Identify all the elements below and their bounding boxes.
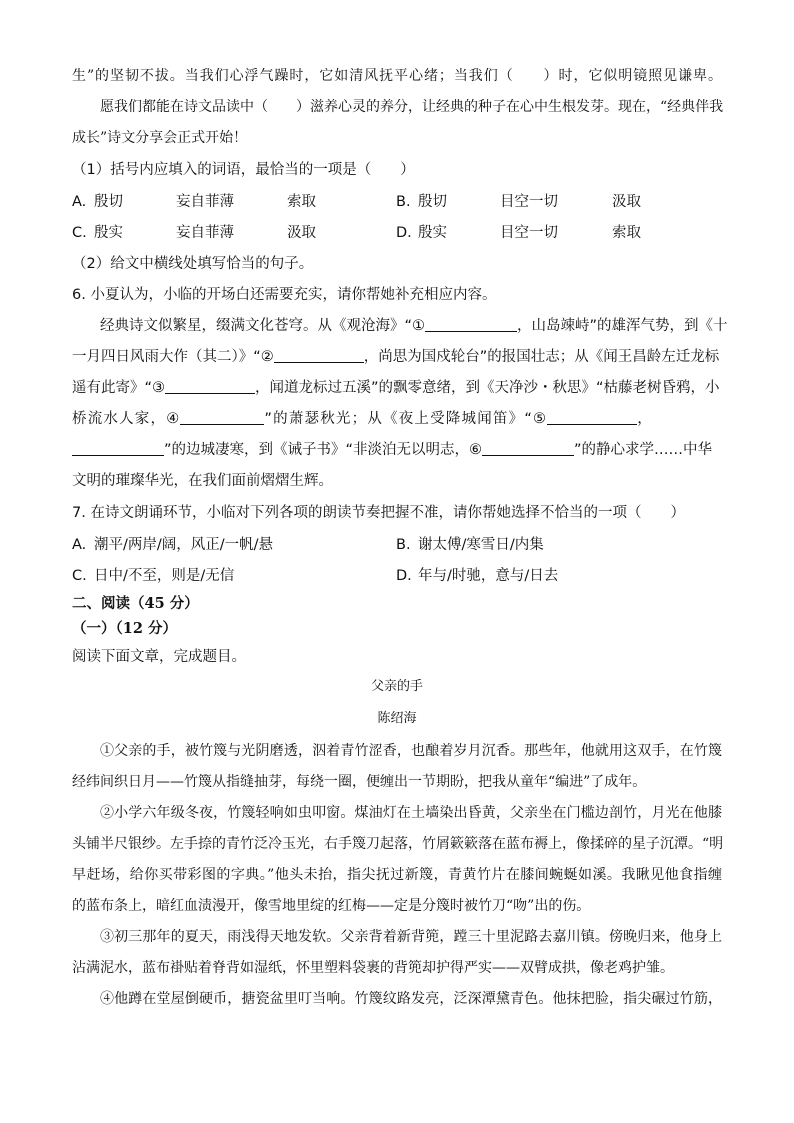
option-b-word-3: 汲取 [612,194,641,210]
article-line: ③初三那年的夏天，雨浅得天地发软。父亲背着新背篼，蹚三十里泥路去嘉川镇。傍晚归来，他身上 [100,929,722,945]
q6-text: ，闻道龙标过五溪”的飘零意绪，到《天净沙・秋思》“枯藤老树昏鸦，小 [255,380,720,396]
article-author: 陈绍海 [377,711,417,726]
question-7: 7. 在诗文朗诵环节，小临对下列各项的朗读节奏把握不准，请你帮她选择不恰当的一项（ ） [72,505,685,521]
q6-text: 一月四日风雨大作（其二）》“② [72,349,274,365]
question-5-2: （2）给文中横线处填写恰当的句子。 [72,256,314,272]
option-c-word-3: 汲取 [287,225,316,241]
option-c-word-1: 殷实 [94,225,123,241]
option-d-word-2: 目空一切 [500,225,558,241]
q7-option-a: 潮平/两岸/阔，风正/一帆/悬 [94,537,274,553]
q6-text: ”的边城凄寒，到《诫子书》“非淡泊无以明志，⑥ [164,442,483,458]
q6-line-1 [100,316,728,336]
instruction: 阅读下面文章，完成题目。 [72,649,246,665]
subsection-heading: （一）（12 分） [72,620,177,637]
answer-blank-5a[interactable] [547,410,637,425]
q7-option-c-label: C. [72,568,87,584]
option-a-word-3: 索取 [287,194,316,210]
answer-blank-4[interactable] [180,410,264,425]
article-line: 经纬间织日月——竹篾从指缝抽芽，每绕一圈，便缠出一节期盼，把我从童年“编进”了成年。 [72,774,647,790]
q6-line-3 [72,378,722,398]
article-title: 父亲的手 [370,679,423,694]
article-line: 头铺半尺银纱。左手捺的青竹泛冷玉光，右手篾刀起落，竹屑簌簌落在蓝布褥上，像揉碎的星子沉潭。“明 [72,836,724,852]
q6-text: ”的静心求学……中华 [574,442,713,458]
q6-text: 经典诗文似繁星，缀满文化苍穹。从《观沧海》“① [100,318,426,334]
option-a-word-1: 殷切 [94,194,123,210]
passage-line: 成长”诗文分享会正式开始！ [72,130,248,146]
article-line: ④他蹲在堂屋倒硬币，搪瓷盆里叮当响。竹篾纹路发亮，泛深潭黛青色。他抹把脸，指尖碾过竹筋， [100,991,722,1007]
passage-line: 生”的坚韧不拔。当我们心浮气躁时，它如清风抚平心绪；当我们（ ）时，它似明镜照见谦卑。 [72,68,722,84]
option-d-word-1: 殷实 [418,225,447,241]
answer-blank-1[interactable] [425,317,517,332]
option-b-label: B. [396,194,411,210]
option-b-word-2: 目空一切 [500,194,558,210]
q6-text: 遥有此寄》“③ [72,380,166,396]
section-heading: 二、阅读（45 分） [72,595,199,612]
question-6: 6. 小夏认为，小临的开场白还需要充实，请你帮她补充相应内容。 [72,287,497,303]
q7-option-d-label: D. [396,568,412,584]
option-c-label: C. [72,225,87,241]
article-line: 早赶场，给你买带彩图的字典。”他头未抬，指尖抚过新篾，青黄竹片在膝间蜿蜒如溪。我瞅见他食指缠 [72,867,722,883]
q7-option-c: 日中/不至，则是/无信 [94,568,235,584]
q6-text: 桥流水人家，④ [72,411,181,427]
option-c-word-2: 妄自菲薄 [176,225,234,241]
q6-text: ，尚思为国戍轮台”的报国壮志；从《闻王昌龄左迁龙标 [363,349,720,365]
article-line: ①父亲的手，被竹篾与光阴磨透，泅着青竹涩香，也酿着岁月沉香。那些年，他就用这双手，在竹篾 [100,743,722,759]
option-b-word-1: 殷切 [418,194,447,210]
answer-blank-5b[interactable] [72,441,164,456]
q7-option-b-label: B. [396,537,411,553]
q7-option-d: 年与/时驰，意与/日去 [418,568,559,584]
q6-text: ，山岛竦峙”的雄浑气势，到《十 [517,318,728,334]
q7-option-a-label: A. [72,537,87,553]
question-5-1: （1）括号内应填入的词语，最恰当的一项是（ ） [72,162,415,178]
option-d-word-3: 索取 [612,225,641,241]
q6-line-4 [72,409,722,429]
passage-line: 愿我们都能在诗文品读中（ ）滋养心灵的养分，让经典的种子在心中生根发芽。现在，“经典伴我 [100,99,724,115]
article-line: 沾满泥水，蓝布褂贴着脊背如湿纸，怀里塑料袋裹的背篼却护得严实——双臂成拱，像老鸡护雏。 [72,960,674,976]
option-d-label: D. [396,225,412,241]
article-line: ②小学六年级冬夜，竹篾轻响如虫叩窗。煤油灯在土墙染出昏黄，父亲坐在门槛边剖竹，月光在他膝 [100,805,722,821]
answer-blank-3[interactable] [165,379,255,394]
q6-line-5 [72,440,722,460]
q6-text: 文明的璀璨华光，在我们面前熠熠生辉。 [72,473,333,489]
article-line: 的蓝布条上，暗红血渍漫开，像雪地里绽的红梅——定是分篾时被竹刀“吻”出的伤。 [72,898,591,914]
option-a-label: A. [72,194,87,210]
q6-line-2 [72,347,722,367]
q6-text: ， [637,411,653,427]
q6-text: ”的萧瑟秋光；从《夜上受降城闻笛》“⑤ [264,411,548,427]
answer-blank-6[interactable] [482,441,574,456]
q7-option-b: 谢太傅/寒雪日/内集 [418,537,544,553]
answer-blank-2[interactable] [274,348,364,363]
option-a-word-2: 妄自菲薄 [176,194,234,210]
q6-line-6 [72,471,722,491]
